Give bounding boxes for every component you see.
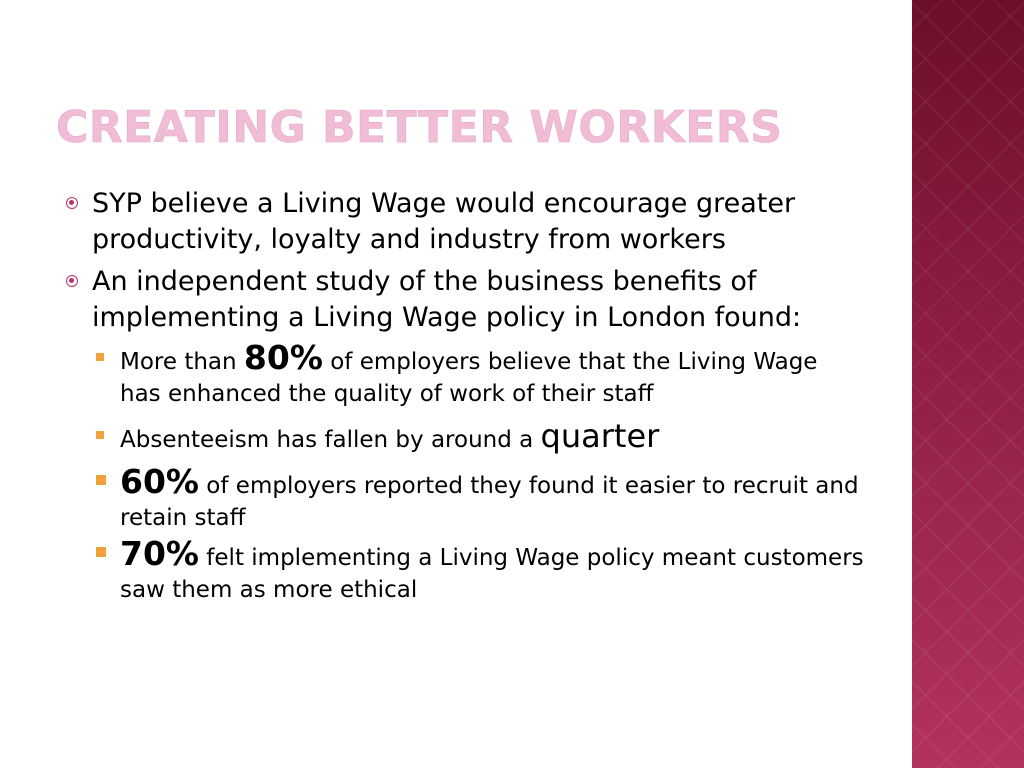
square-bullet-icon — [96, 431, 104, 439]
sub-bullet-prefix: Absenteeism has fallen by around a — [120, 427, 541, 453]
sub-bullet-suffix: felt implementing a Living Wage policy meant customers saw them as more ethical — [120, 545, 864, 603]
square-bullet-icon — [96, 547, 106, 557]
statistic-highlight: 80% — [243, 338, 323, 377]
bullet-item — [64, 186, 864, 258]
slide-title: CREATING BETTER WORKERS — [56, 102, 783, 153]
sub-bullet-item — [90, 462, 864, 534]
sub-bullet-suffix: of employers believe that the Living Wage has enhanced the quality of work of their staff — [120, 349, 818, 407]
statistic-highlight: 60% — [120, 462, 199, 501]
sub-bullet-prefix: More than — [120, 349, 244, 375]
circle-dot-bullet-icon — [66, 275, 78, 287]
bullet-item — [64, 264, 864, 336]
bullet-text: An independent study of the business benefits of implementing a Living Wage policy in London found: — [92, 266, 802, 333]
slide-body — [64, 186, 864, 616]
sub-bullet-list — [90, 338, 864, 606]
bullet-text: SYP believe a Living Wage would encourage greater productivity, loyalty and industry from workers — [92, 188, 796, 255]
statistic-highlight: 70% — [120, 534, 199, 573]
square-bullet-icon — [96, 475, 106, 485]
sub-bullet-suffix: of employers reported they found it easier to recruit and retain staff — [120, 473, 859, 531]
sub-bullet-item — [90, 417, 864, 456]
decorative-side-band — [912, 0, 1024, 768]
square-bullet-icon — [96, 353, 104, 361]
circle-dot-bullet-icon — [66, 197, 78, 209]
word-highlight: quarter — [540, 417, 660, 455]
sub-bullet-item — [90, 338, 864, 410]
sub-bullet-item — [90, 534, 864, 606]
